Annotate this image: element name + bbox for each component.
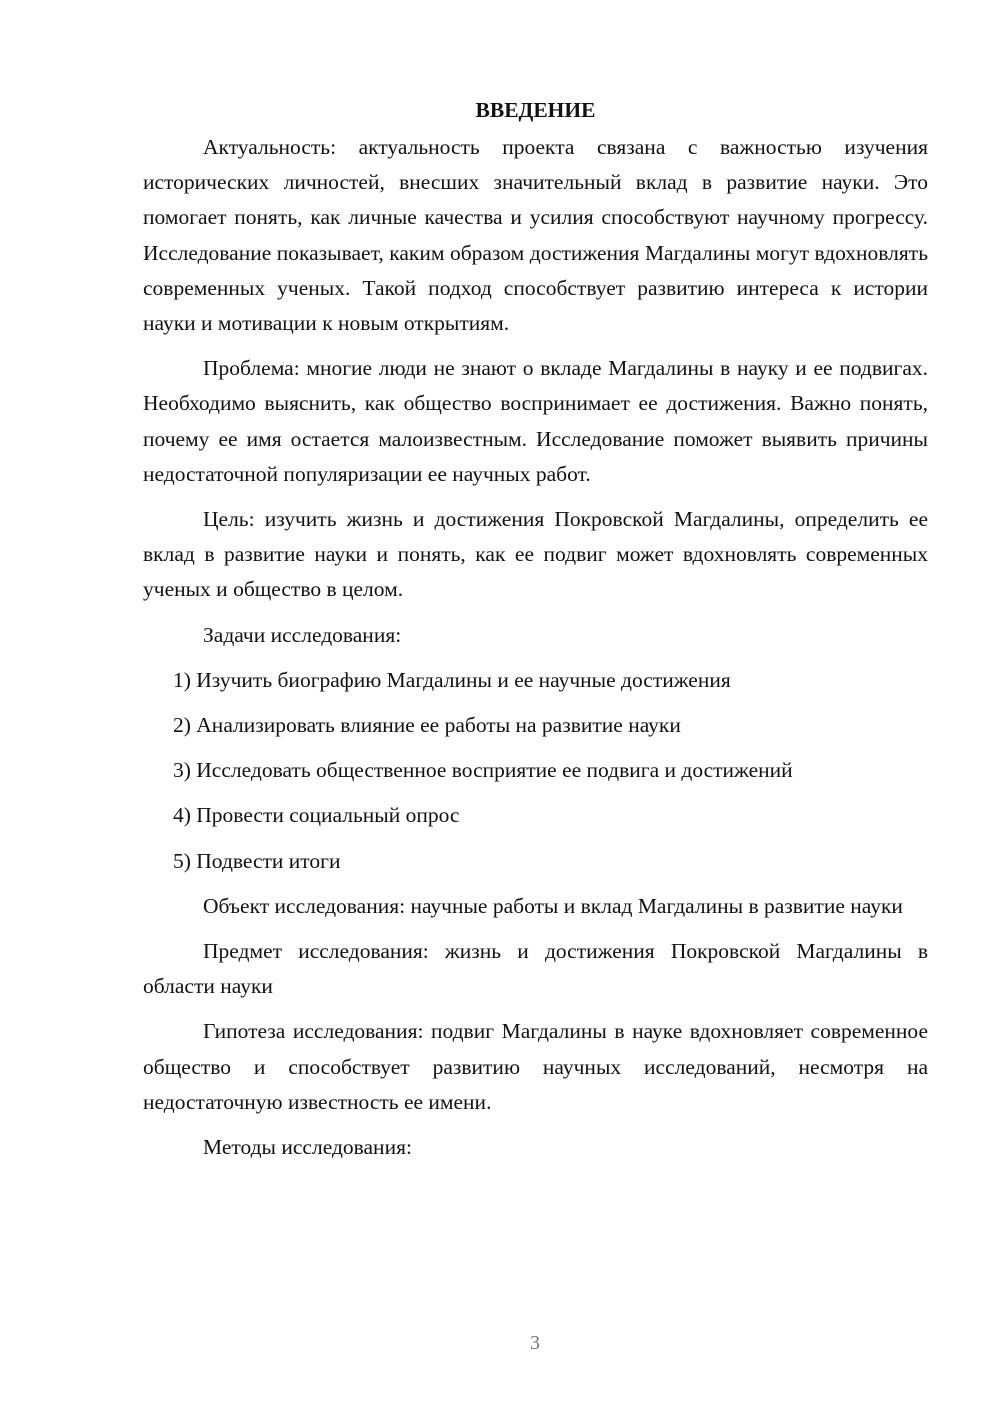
task-item: 3) Исследовать общественное восприятие ее подвига и достижений [173, 758, 793, 783]
task-item: 5) Подвести итоги [173, 848, 341, 873]
section-title: ВВЕДЕНИЕ [475, 98, 596, 122]
task-item: 1) Изучить биографию Магдалины и ее научные достижения [173, 667, 731, 692]
tasks-list [143, 663, 928, 879]
methods-heading: Методы исследования: [203, 1135, 412, 1160]
tasks-heading: Задачи исследования: [203, 622, 402, 647]
object-paragraph: Объект исследования: научные работы и вклад Магдалины в развитие науки [203, 893, 903, 918]
task-item: 4) Провести социальный опрос [173, 803, 460, 828]
relevance-paragraph: Актуальность: актуальность проекта связана с важностью изучения исторических личностей, внесших значительный вклад в развитие науки. Это помогает понять, как личные качества и усилия способствуют научному прогрессу. Исследование показывает, каким образом достижения Магдалины могут вдохновлять современных ученых. Такой подход способствует развитию интереса к истории науки и мотивации к новым открытиям. [143, 135, 928, 336]
document-page [143, 92, 928, 1175]
subject-paragraph: Предмет исследования: жизнь и достижения Покровской Магдалины в области науки [143, 939, 928, 999]
problem-paragraph: Проблема: многие люди не знают о вкладе Магдалины в науку и ее подвигах. Необходимо выяснить, как общество воспринимает ее достижения. Важно понять, почему ее имя остается малоизвестным. Исследование поможет выявить причины недостаточной популяризации ее научных работ. [143, 356, 928, 486]
page-number: 3 [530, 1332, 540, 1354]
hypothesis-paragraph: Гипотеза исследования: подвиг Магдалины в науке вдохновляет современное общество и способствует развитию научных исследований, несмотря на недостаточную известность ее имени. [143, 1019, 928, 1114]
goal-paragraph: Цель: изучить жизнь и достижения Покровской Магдалины, определить ее вклад в развитие науки и понять, как ее подвиг может вдохновлять современных ученых и общество в целом. [143, 507, 928, 602]
task-item: 2) Анализировать влияние ее работы на развитие науки [173, 713, 681, 738]
